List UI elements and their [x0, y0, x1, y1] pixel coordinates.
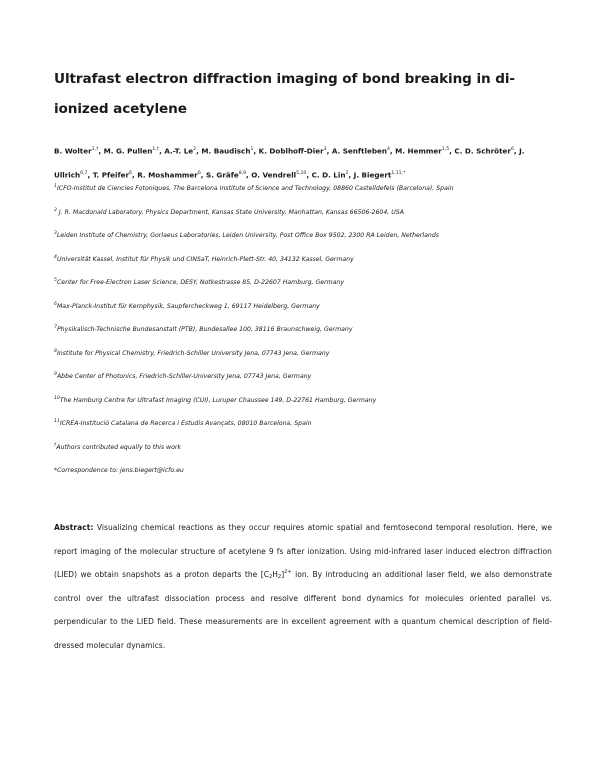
affiliation-text: Leiden Institute of Chemistry, Gorlaeus Laboratories, Leiden University, Post Office Box 9502, 2300 RA Leiden, Netherlands — [56, 232, 439, 240]
affiliation-marker: 10 — [54, 395, 60, 401]
affiliation-text: Authors contributed equally to this work — [56, 443, 182, 451]
author-affiliation-marker: 1,11,* — [391, 171, 406, 177]
author-name: B. Wolter — [54, 146, 92, 156]
affiliation-marker: 9 — [54, 372, 57, 377]
author-affiliation-marker: 2 — [345, 171, 349, 177]
affiliation-line — [54, 417, 554, 441]
author-affiliation-marker: 4 — [386, 147, 390, 152]
affiliation-line — [54, 323, 554, 347]
affiliation-marker: 4 — [54, 254, 57, 260]
affiliation-text: Max-Planck-Institut für Kernphysik, Saupfercheckweg 1, 69117 Heidelberg, Germany — [56, 302, 320, 310]
author-affiliation-marker: 6 — [197, 171, 201, 177]
affiliation-line — [54, 276, 554, 300]
affiliation-line — [54, 229, 554, 253]
author-affiliation-marker: 2 — [193, 147, 197, 152]
affiliation-marker: 1 — [54, 184, 57, 189]
affiliation-line — [54, 464, 554, 488]
affiliation-text: The Hamburg Centre for Ultrafast Imaging (CUI), Luruper Chaussee 149, D-22761 Hamburg, Germany — [59, 396, 377, 404]
abstract-text-part-1: Visualizing chemical reactions as they occur requires atomic spatial and femtosecond temporal resolution. Here, we report imaging of the molecular structure of acetylene 9 fs after ionization. Using mid-infrared laser induced electron diffraction (LIED) we obtain snapshots as a proton departs the [C — [54, 523, 552, 579]
author-name: A. Senftleben — [331, 146, 387, 156]
author-affiliation-marker: 1,† — [152, 147, 160, 152]
author-list: B. Wolter$^{1,\dagger}$, M. G. Pullen$^{1,\dagger}$, A.-T. Le$^2$, M. Baudisch$^1$, K. Doblhoff-Dier$^3$, A. Senftleben$^4$, M. Hemmer$^{1,5}$, C. D. Schröter$^6$, J. Ullrich$^{6,7}$, T. Pfeifer$^6$, R. Moshammer$^6$, S. Gräfe$^{8,9}$, O. Vendrell$^{5,10}$, C. D. Lin$^2$, J. Biegert$^{1,11,*}$ — [54, 146, 525, 180]
author-name: M. G. Pullen — [103, 146, 153, 156]
affiliation-marker: † — [54, 442, 57, 448]
formula-subscript-c: 2 — [269, 574, 273, 580]
author-name: C. D. Schröter — [454, 146, 511, 156]
formula-h: H — [272, 570, 278, 579]
author-affiliation-marker: 6,7 — [80, 171, 88, 177]
affiliation-marker: 3 — [54, 231, 57, 236]
author-affiliation-marker: 1 — [250, 147, 254, 152]
affiliation-text: Center for Free-Electron Laser Science, DESY, Notkestrasse 85, D-22607 Hamburg, Germany — [56, 279, 345, 287]
author-name: M. Baudisch — [201, 146, 251, 156]
affiliation-marker: 8 — [54, 348, 57, 354]
author-affiliation-marker: 3 — [323, 147, 327, 152]
author-name: T. Pfeifer — [92, 170, 130, 180]
affiliation-line — [54, 206, 554, 230]
affiliation-marker: 5 — [54, 278, 57, 283]
affiliation-line — [54, 441, 554, 465]
affiliation-text: Universität Kassel, Institut für Physik und CINSaT, Heinrich-Plett-Str. 40, 34132 Kassel, Germany — [56, 255, 354, 263]
author-name: S. Gräfe — [206, 170, 239, 180]
affiliation-text: ICREA-Institució Catalana de Recerca i Estudis Avançats, 08010 Barcelona, Spain — [59, 420, 312, 428]
affiliation-text: Abbe Center of Photonics, Friedrich-Schiller-University Jena, 07743 Jena, Germany — [56, 373, 312, 381]
affiliation-text: *Correspondence to: jens.biegert@icfo.eu — [54, 467, 184, 475]
author-name: K. Doblhoff-Dier — [258, 146, 324, 156]
author-name: O. Vendrell — [251, 170, 297, 180]
author-affiliation-marker: 1,† — [91, 147, 99, 152]
abstract-label: Abstract: — [54, 523, 94, 532]
author-affiliation-marker: 1,5 — [441, 147, 450, 152]
author-name: A.-T. Le — [164, 146, 194, 156]
affiliation-marker: 7 — [54, 325, 57, 330]
author-name: M. Hemmer — [395, 146, 442, 156]
abstract-text-part-2: ion. By introducing an additional laser field, we also demonstrate control over the ultrafast dissociation process and resolve different bond dynamics for molecules oriented parallel vs. perpendicular to the LIED field. These measurements are in excellent agreement with a quantum chemical description of field-dressed molecular dynamics. — [54, 570, 552, 650]
affiliation-text: Institute for Physical Chemistry, Friedrich-Schiller University Jena, 07743 Jena, Germany — [56, 349, 330, 357]
author-name: C. D. Lin — [311, 170, 346, 180]
author-affiliation-marker: 8,9 — [238, 171, 247, 177]
affiliation-line — [54, 253, 554, 277]
affiliation-text: Physikalisch-Technische Bundesanstalt (PTB), Bundesallee 100, 38116 Braunschweig, Germany — [56, 326, 353, 334]
affiliation-line — [54, 182, 554, 206]
affiliation-marker: 6 — [54, 301, 57, 307]
author-name: J. Ullrich — [54, 146, 525, 180]
paper-title: Ultrafast electron diffraction imaging of bond breaking in di-ionized acetylene — [54, 71, 515, 117]
author-name: J. Biegert — [353, 170, 392, 180]
affiliation-text: J. R. Macdonald Laboratory, Physics Department, Kansas State University, Manhattan, Kansas 66506-2604, USA — [56, 208, 404, 216]
author-name: R. Moshammer — [137, 170, 198, 180]
affiliation-line — [54, 347, 554, 371]
author-affiliation-marker: 6 — [510, 147, 514, 152]
affiliation-marker: 11 — [54, 419, 60, 424]
affiliation-line — [54, 394, 554, 418]
formula-charge: 2+ — [284, 569, 292, 575]
affiliation-text: ICFO-Institut de Ciencies Fotoniques, The Barcelona Institute of Science and Technology, 08860 Castelldefels (Barcelona), Spain — [56, 185, 454, 193]
formula-bracket: ] — [281, 570, 285, 579]
abstract — [54, 516, 552, 657]
author-affiliation-marker: 6 — [129, 171, 132, 177]
affiliation-marker: 2 — [54, 207, 57, 213]
formula-subscript-h: 2 — [277, 574, 282, 580]
author-affiliation-marker: 5,10 — [296, 171, 307, 177]
affiliation-line — [54, 300, 554, 324]
affiliation-line — [54, 370, 554, 394]
affiliations-list — [54, 182, 554, 488]
